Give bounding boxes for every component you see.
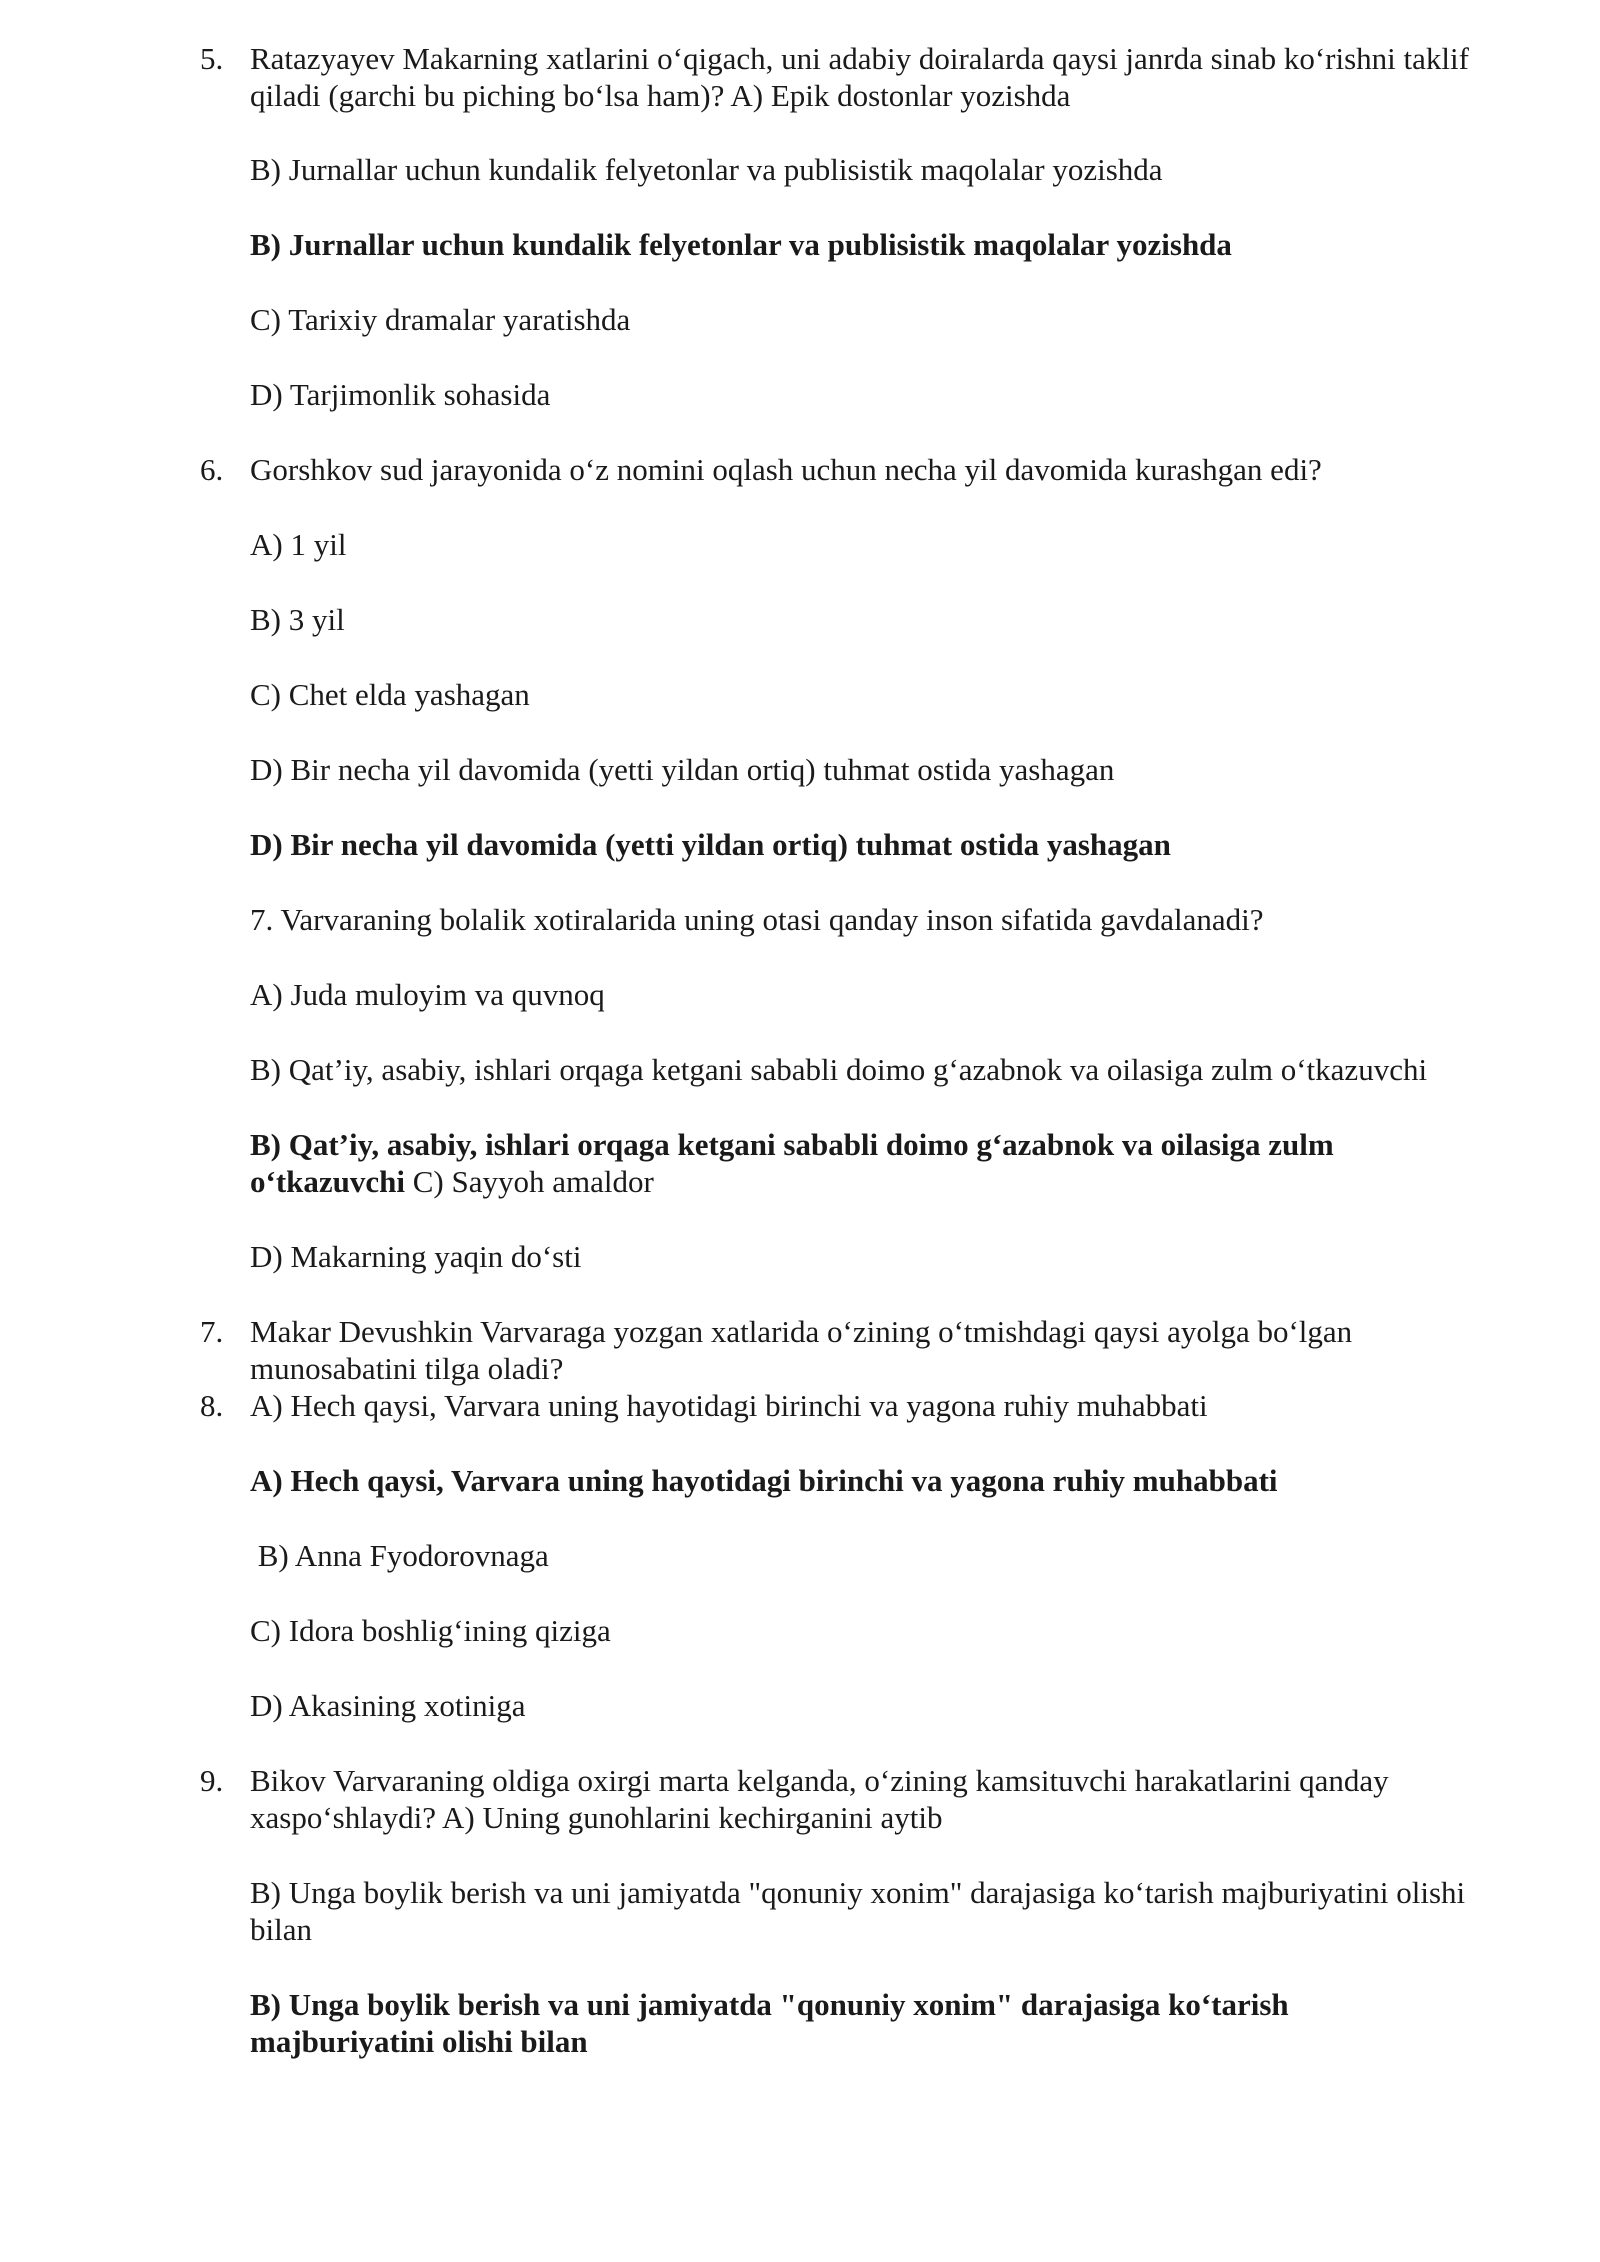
question-5-number: 5. <box>200 41 224 76</box>
question-6-option-b: B) 3 yil <box>250 602 345 637</box>
question-8-number: 8. <box>200 1388 224 1423</box>
question-8-option-b: B) Anna Fyodorovnaga <box>250 1538 549 1573</box>
question-8-answer: A) Hech qaysi, Varvara uning hayotidagi birinchi va yagona ruhiy muhabbati <box>250 1463 1278 1498</box>
question-9-number: 9. <box>200 1763 224 1798</box>
question-7a-answer-line-1: B) Qat’iy, asabiy, ishlari orqaga ketgani sababli doimo g‘azabnok va oilasiga zulm <box>250 1127 1334 1162</box>
question-7a-option-b: B) Qat’iy, asabiy, ishlari orqaga ketgani sababli doimo g‘azabnok va oilasiga zulm o‘tkazuvchi <box>250 1052 1428 1087</box>
question-9-option-b: B) Unga boylik berish va uni jamiyatda "qonuniy xonim" darajasiga ko‘tarish majburiyatini olishi bilan <box>250 1875 1466 1947</box>
question-6-number: 6. <box>200 452 224 487</box>
question-5-option-b: B) Jurnallar uchun kundalik felyetonlar va publisistik maqolalar yozishda <box>250 152 1163 187</box>
question-5-option-d: D) Tarjimonlik sohasida <box>250 377 551 412</box>
question-9-answer: B) Unga boylik berish va uni jamiyatda "qonuniy xonim" darajasiga ko‘tarish majburiyatini olishi bilan <box>250 1987 1289 2059</box>
question-8-option-c: C) Idora boshlig‘ining qiziga <box>250 1613 611 1648</box>
question-7a-option-a: A) Juda muloyim va quvnoq <box>250 977 605 1012</box>
question-8-option-d: D) Akasining xotiniga <box>250 1688 526 1723</box>
question-6-option-c: C) Chet elda yashagan <box>250 677 530 712</box>
question-5-text: Ratazyayev Makarning xatlarini o‘qigach, uni adabiy doiralarda qaysi janrda sinab ko‘rishni taklif qiladi (garchi bu piching bo‘lsa ham)? A) Epik dostonlar yozishda <box>250 41 1469 113</box>
question-8-option-a: A) Hech qaysi, Varvara uning hayotidagi birinchi va yagona ruhiy muhabbati <box>250 1388 1208 1423</box>
question-7a-answer-line-2-row <box>250 1163 1500 1200</box>
question-7a-text: 7. Varvaraning bolalik xotiralarida uning otasi qanday inson sifatida gavdalanadi? <box>250 902 1264 937</box>
question-7a-option-d: D) Makarning yaqin do‘sti <box>250 1239 582 1274</box>
question-7b-number: 7. <box>200 1314 224 1349</box>
question-5-option-c: C) Tarixiy dramalar yaratishda <box>250 302 631 337</box>
question-5-answer: B) Jurnallar uchun kundalik felyetonlar va publisistik maqolalar yozishda <box>250 227 1232 262</box>
question-6-text: Gorshkov sud jarayonida o‘z nomini oqlash uchun necha yil davomida kurashgan edi? <box>250 452 1322 487</box>
question-7a-option-c: C) Sayyoh amaldor <box>405 1164 654 1199</box>
question-6-answer: D) Bir necha yil davomida (yetti yildan ortiq) tuhmat ostida yashagan <box>250 827 1171 862</box>
question-7a-answer-line-2: o‘tkazuvchi <box>250 1164 405 1199</box>
question-6-option-d: D) Bir necha yil davomida (yetti yildan ortiq) tuhmat ostida yashagan <box>250 752 1115 787</box>
question-6-option-a: A) 1 yil <box>250 527 347 562</box>
question-7b-text: Makar Devushkin Varvaraga yozgan xatlarida o‘zining o‘tmishdagi qaysi ayolga bo‘lgan munosabatini tilga oladi? <box>250 1314 1353 1386</box>
question-9-text: Bikov Varvaraning oldiga oxirgi marta kelganda, o‘zining kamsituvchi harakatlarini qanday xaspo‘shlaydi? A) Uning gunohlarini kechirganini aytib <box>250 1763 1389 1835</box>
